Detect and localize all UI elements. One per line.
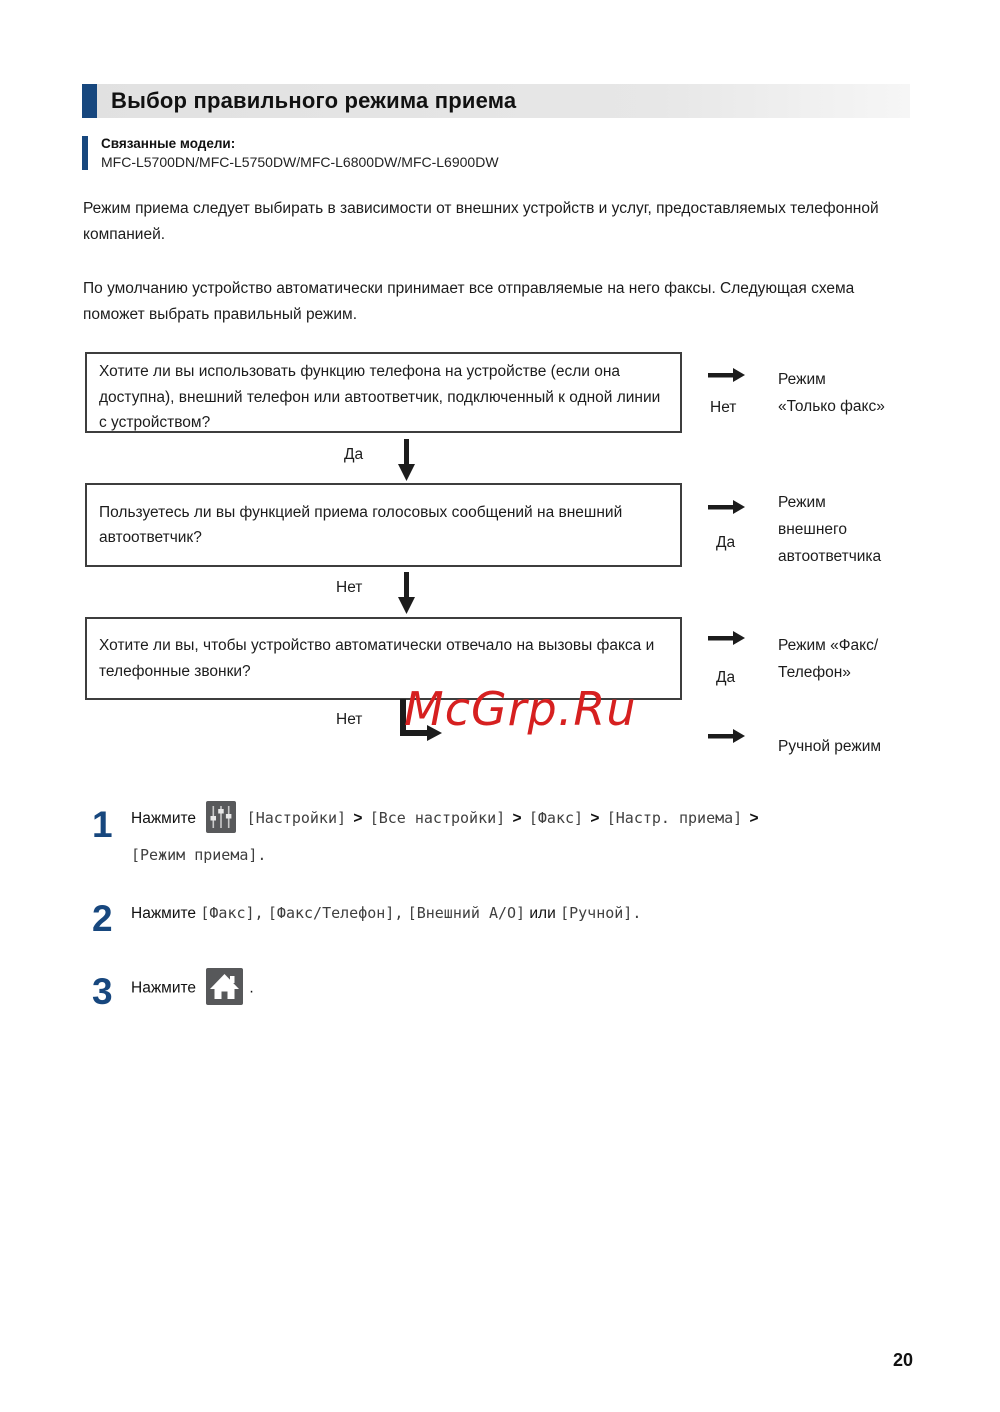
section-header xyxy=(82,84,910,118)
models-accent-bar xyxy=(82,136,88,170)
flowchart-box-2: Пользуетесь ли вы функцией приема голосовых сообщений на внешний автоответчик? xyxy=(85,483,682,567)
step-2-text: Нажмите [Факс], [Факс/Телефон], [Внешний А/О] или [Ручной]. xyxy=(131,904,642,922)
step-3-number: 3 xyxy=(92,971,113,1012)
result-fax-only: Режим «Только факс» xyxy=(778,371,885,415)
intro-paragraph-2: По умолчанию устройство автоматически принимает все отправляемые на него факсы. Следующая схема поможет выбрать правильный режим. xyxy=(83,280,855,323)
result-external-tad: Режим внешнего автоответчика xyxy=(778,494,882,565)
branch-label-no-3: Нет xyxy=(336,711,363,728)
page-title: Выбор правильного режима приема xyxy=(111,88,517,113)
step-1-text: Нажмите [Настройки] > [Все настройки] > [Факс] > [Настр. приема] > [Режим приема]. xyxy=(131,800,931,874)
result-manual-mode: Ручной режим xyxy=(778,738,882,755)
page-number: 20 xyxy=(893,1350,914,1370)
models-value: MFC-L5700DN/MFC-L5750DW/MFC-L6800DW/MFC-L6900DW xyxy=(101,154,499,170)
branch-label-no-1: Нет xyxy=(710,399,737,416)
intro-paragraph-1: Режим приема следует выбирать в зависимости от внешних устройств и услуг, предоставляемых телефонной компанией. xyxy=(83,200,879,243)
branch-label-yes-1: Да xyxy=(344,446,364,463)
models-text xyxy=(101,136,499,170)
branch-label-yes-3: Да xyxy=(716,669,736,686)
header-accent-bar xyxy=(82,84,97,118)
related-models xyxy=(82,136,499,170)
step-2-number: 2 xyxy=(92,898,113,939)
flowchart-box-1: Хотите ли вы использовать функцию телефона на устройстве (если она доступна), внешний телефон или автоответчик, подключенный к одной линии с устройством? xyxy=(85,352,682,433)
step-1-number: 1 xyxy=(92,804,113,845)
home-icon xyxy=(206,968,243,1005)
arrow-right-icon xyxy=(708,500,745,514)
arrow-down-icon xyxy=(398,439,415,481)
models-label: Связанные модели: xyxy=(101,136,236,151)
watermark: McGrp.Ru xyxy=(404,682,637,736)
branch-label-yes-2: Да xyxy=(716,534,736,551)
flowchart-box-3: Хотите ли вы, чтобы устройство автоматически отвечало на вызовы факса и телефонные звонки? xyxy=(85,617,682,700)
arrow-right-icon xyxy=(708,368,745,382)
settings-icon xyxy=(206,801,236,833)
arrow-right-icon xyxy=(708,631,745,645)
arrow-down-icon xyxy=(398,572,415,614)
arrow-right-icon xyxy=(708,729,745,743)
result-fax-tel: Режим «Факс/ Телефон» xyxy=(778,637,879,681)
step-3-text: Нажмите . xyxy=(131,968,931,1009)
branch-label-no-2: Нет xyxy=(336,579,363,596)
